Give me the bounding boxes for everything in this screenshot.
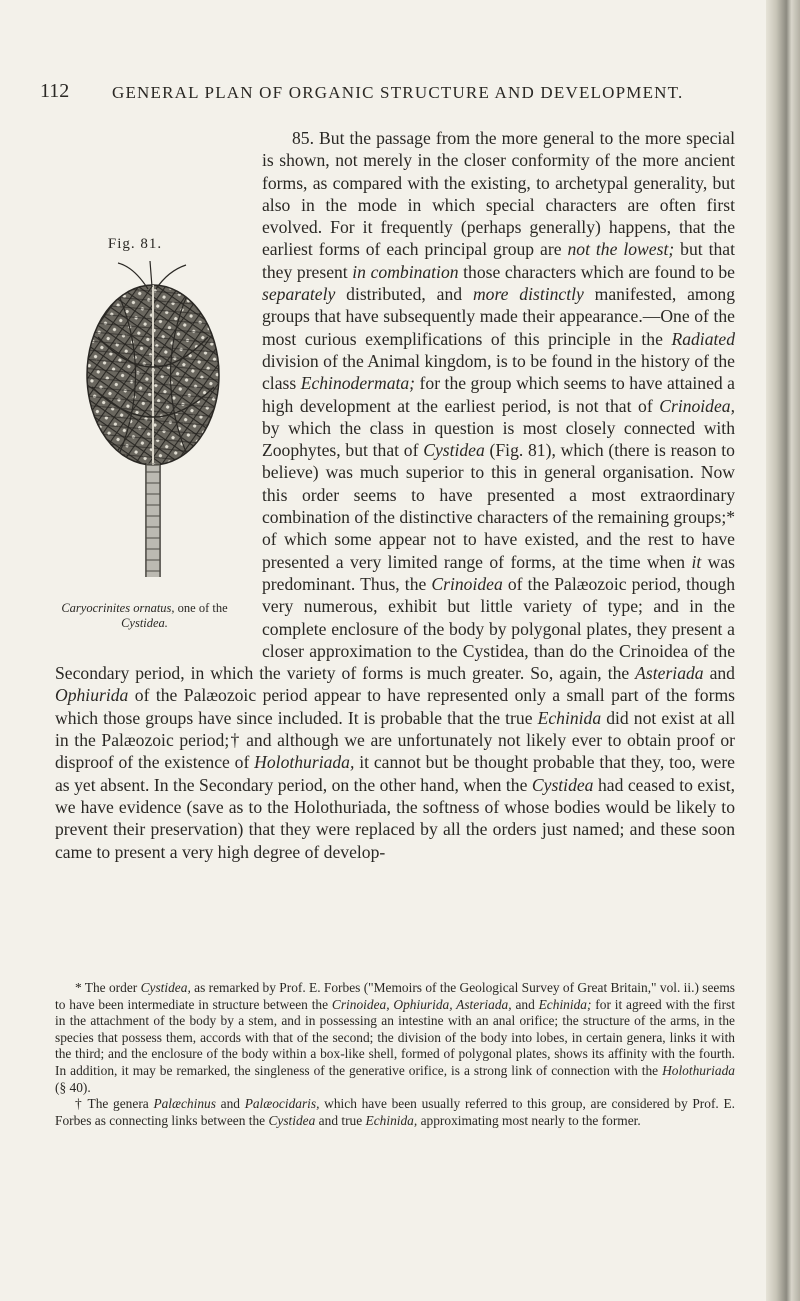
running-title: GENERAL PLAN OF ORGANIC STRUCTURE AND DEVELOPMENT. (112, 83, 684, 102)
running-header (40, 80, 730, 104)
main-text (55, 127, 735, 863)
page-edge (766, 0, 800, 1301)
footnotes (55, 980, 735, 1129)
page-number: 112 (40, 80, 70, 102)
figure-81 (55, 233, 250, 649)
footnote-star: * The order Cystidea, as remarked by Prof. E. Forbes ("Memoirs of the Geological Survey of Great Britain," vol. ii.) seems to have been intermediate in structure between the Crinoidea, Ophiurida, Asteriada, and Echinida; for it agreed with the first in the attachment of the body by a stem, and in possessing an intestine with an anal orifice; the structure of the arms, in the species that possess them, accords with that of the second; the division of the body into lobes, in certain genera, links it with the third; and the enclosure of the body within a box-like shell, formed of polygonal plates, shows its affinity with the fourth. In addition, it may be remarked, the singleness of the generative orifice, is a strong link of connection with the Holothuriada (§ 40). (55, 980, 735, 1095)
figure-caption: Caryocrinites ornatus, one of the Cystidea. (61, 601, 228, 630)
caryocrinites-illustration (78, 257, 228, 587)
footnote-dagger: † The genera Palæchinus and Palæocidaris, which have been usually referred to this group, are considered by Prof. E. Forbes as connecting links between the Cystidea and true Echinida, approximating most nearly to the former. (55, 1096, 735, 1128)
figure-label: Fig. 81. (107, 236, 163, 252)
paragraph-85: 85. But the passage from the more general to the more special is shown, not merely in the closer conformity of the more ancient forms, as compared with the existing, to archetypal generality, but also in the mode in which special characters are often first evolved. For it frequently (perhaps generally) happens, that the earliest forms of each principal group are not the lowest; but that they present in combination those characters which are found to be separately distributed, and more distinctly manifested, among groups that have subsequently made their appearance.—One of the most curious exemplifications of this principle in the Radiated division of the Animal kingdom, is to be found in the history of the class Echinodermata; for the group which seems to have attained a high development at the earliest period, is not that of Crinoidea, by which the class in question is most closely connected with Zoophytes, but that of Cystidea (Fig. 81), which (there is reason to believe) was much superior to this in general organisation. Now this order seems to have presented a most extraordinary combination of the distinctive characters of the remaining groups;* of which some appear not to have existed, and the rest to have presented a very limited range of forms, at the time when it was predominant. Thus, the Crinoidea of the Palæozoic period, though very numerous, exhibit but little variety of type; and in the complete enclosure of the body by polygonal plates, they present a closer approximation to the Cystidea, than do the Crinoidea of the Secondary period, in which the variety of forms is much greater. So, again, the Asteriada and Ophiurida of the Palæozoic period appear to have represented only a small part of the forms which those groups have since included. It is probable that the true Echinida did not exist at all in the Palæozoic period;† and although we are unfortunately not likely ever to obtain proof or disproof of the existence of Holothuriada, it cannot but be thought probable that they, too, were as yet absent. In the Secondary period, on the other hand, when the Cystidea had ceased to exist, we have evidence (save as to the Holothuriada, the softness of whose bodies would be likely to prevent their preservation) that they were replaced by all the orders just named; and these soon came to present a very high degree of develop- (55, 128, 735, 862)
